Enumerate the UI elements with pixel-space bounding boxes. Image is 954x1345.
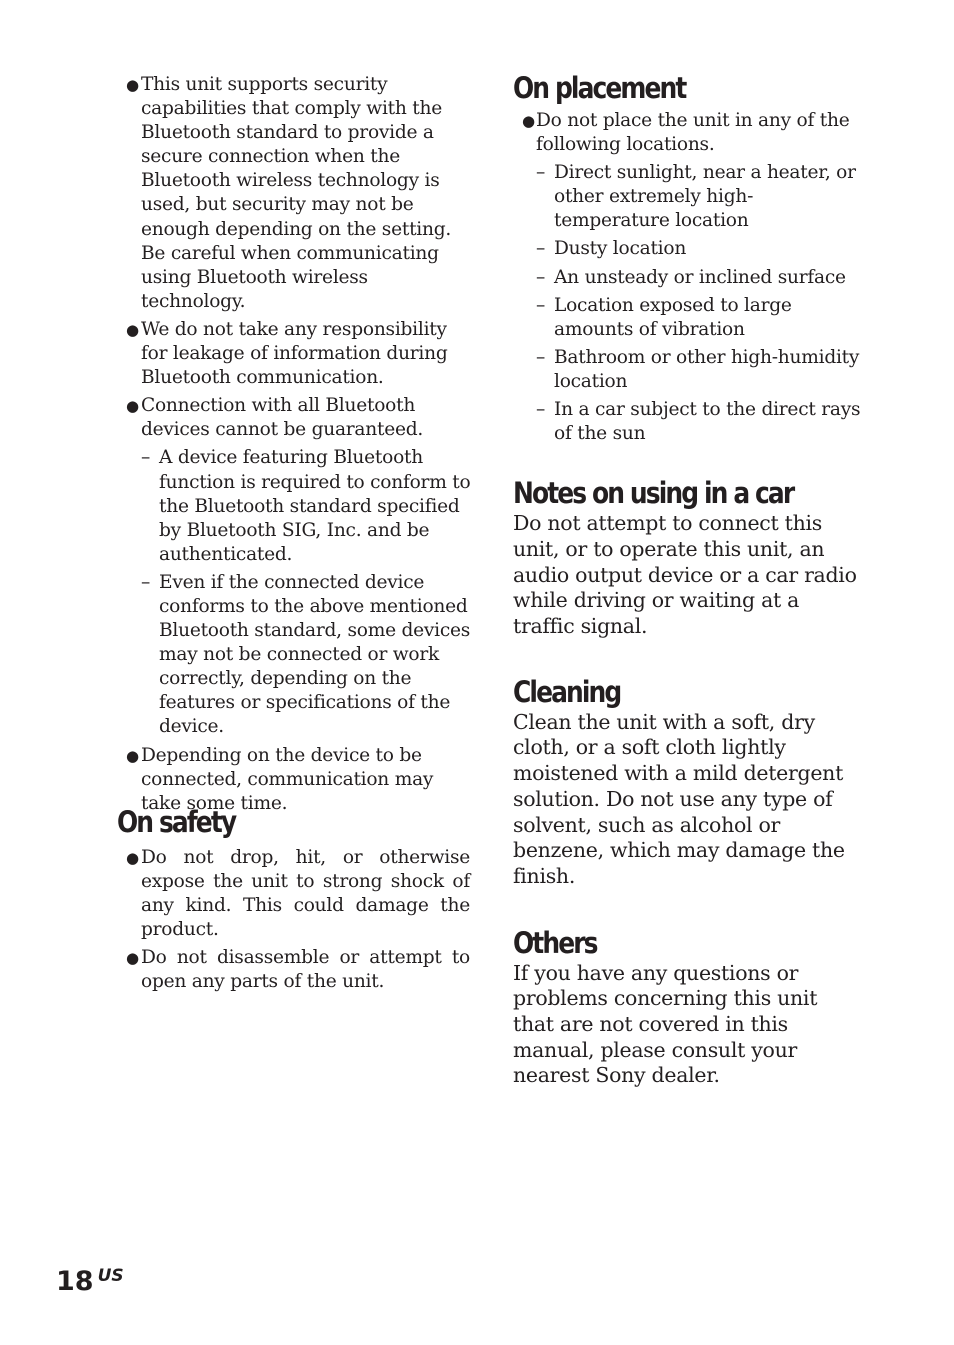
page-number: 18 — [56, 1266, 94, 1297]
list-item — [522, 109, 863, 157]
sub-list-item-text: An unsteady or inclined surface — [554, 266, 846, 288]
sub-list-item — [513, 294, 863, 342]
bullet-icon: ● — [126, 949, 139, 968]
bullet-icon: ● — [522, 112, 535, 130]
dash-icon: – — [141, 447, 151, 469]
bullet-icon: ● — [126, 76, 139, 94]
list-item — [126, 946, 470, 994]
section-heading-on-placement: On placement — [513, 71, 686, 105]
notes-car-paragraph: Do not attempt to connect this unit, or to operate this unit, an audio output device or a car radio while driving or waiting at a traffic signal. — [513, 511, 857, 639]
bullet-icon: ● — [126, 849, 139, 867]
list-item — [126, 318, 471, 390]
sub-list-item — [513, 346, 863, 394]
others-paragraph: If you have any questions or problems concerning this unit that are not covered in this manual, please consult your nearest Sony dealer. — [513, 960, 818, 1088]
list-item-text: We do not take any responsibility for leakage of information during Bluetooth communication. — [141, 318, 448, 389]
dash-icon: – — [536, 399, 546, 421]
section-heading-notes-on-using-in-a-car: Notes on using in a car — [513, 476, 794, 511]
region-code: US — [97, 1266, 124, 1286]
list-item-text: Depending on the device to be connected, communication may take some time. — [141, 744, 434, 814]
list-item-text: Do not drop, hit, or otherwise expose the unit to strong shock of any kind. This could damage the product. — [141, 847, 470, 941]
sub-list-item-text: Bathroom or other high-humidity location — [554, 346, 860, 392]
dash-icon: – — [536, 266, 546, 288]
dash-icon: – — [141, 571, 151, 593]
sub-list-item-text: Location exposed to large amounts of vibration — [554, 294, 792, 340]
list-item-text: Do not place the unit in any of the following locations. — [536, 110, 850, 156]
bullet-icon: ● — [126, 320, 139, 339]
list-item-text: This unit supports security capabilities that comply with the Bluetooth standard to provide a secure connection when the Bluetooth wireless technology is used, but security may not be enough depending on the setting. Be careful when communicating using Bluetooth wireless technology. — [141, 74, 452, 312]
safety-list — [126, 846, 470, 999]
placement-list — [513, 109, 863, 446]
right-column — [513, 70, 863, 1089]
section-heading-others: Others — [513, 925, 597, 960]
sub-list-item — [126, 571, 471, 740]
dash-icon: – — [536, 238, 546, 260]
bullet-icon: ● — [126, 746, 139, 765]
sub-list-item — [513, 266, 863, 290]
dash-icon: – — [536, 294, 546, 316]
list-item — [126, 394, 471, 442]
list-item-text: Do not disassemble or attempt to open any parts of the unit. — [141, 947, 470, 993]
section-heading-on-safety: On safety — [117, 805, 236, 839]
left-column — [126, 73, 471, 820]
list-item — [126, 846, 470, 942]
sub-list-item-text: A device featuring Bluetooth function is required to conform to the Bluetooth standard specified by Bluetooth SIG, Inc. and be authenticated. — [159, 447, 471, 565]
dash-icon: – — [536, 162, 546, 184]
list-item — [126, 73, 471, 314]
section-heading-cleaning: Cleaning — [513, 674, 621, 709]
dash-icon: – — [536, 346, 546, 368]
bullet-icon: ● — [126, 397, 139, 416]
sub-list-item — [513, 398, 863, 446]
cleaning-paragraph: Clean the unit with a soft, dry cloth, or a soft cloth lightly moistened with a mild detergent solution. Do not use any type of solvent, such as alcohol or benzene, which may damage the finish. — [513, 709, 845, 888]
sub-list-item — [126, 446, 471, 566]
list-item-text: Connection with all Bluetooth devices cannot be guaranteed. — [141, 395, 424, 441]
page-footer — [56, 1266, 124, 1297]
sub-list-item-text: In a car subject to the direct rays of the sun — [554, 399, 861, 445]
sub-list-item-text: Dusty location — [554, 238, 687, 260]
sub-list-item-text: Direct sunlight, near a heater, or other extremely high-temperature location — [554, 162, 856, 232]
sub-list-item — [513, 161, 863, 233]
sub-list-item — [513, 237, 863, 261]
sub-list-item-text: Even if the connected device conforms to the above mentioned Bluetooth standard, some devices may not be connected or work correctly, depending on the features or specifications of the device. — [159, 571, 471, 738]
